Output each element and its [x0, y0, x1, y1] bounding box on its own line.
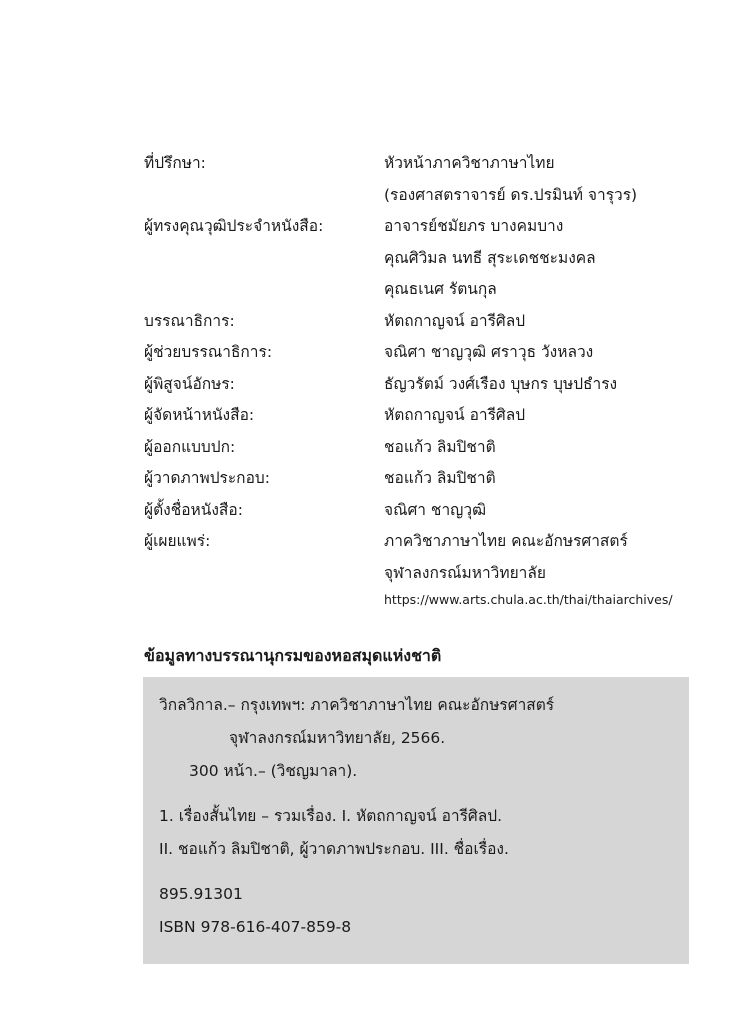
credit-row-editor [144, 306, 704, 338]
credit-value: ธัญวรัตม์ วงศ์เรือง บุษกร บุษปธำรง [384, 374, 618, 393]
credit-values [384, 306, 704, 338]
credit-value: หัตถกาญจน์ อารีศิลป [384, 406, 526, 424]
credit-value: ชอแก้ว ลิมปิชาติ [384, 469, 496, 487]
credit-value: จณิศา ชาญวุฒิ [384, 500, 487, 519]
credit-row-advisor [144, 148, 704, 211]
credit-values [384, 337, 704, 369]
cip-box [143, 677, 689, 964]
credit-value: หัตถกาญจน์ อารีศิลป [384, 311, 526, 330]
credit-row-publisher [144, 526, 704, 611]
credit-label: ผู้ช่วยบรรณาธิการ: [144, 343, 273, 361]
credit-values [384, 400, 704, 432]
credit-label: ผู้ออกแบบปก: [144, 437, 236, 456]
credit-values [384, 432, 704, 464]
credit-row-proofreaders [144, 369, 704, 401]
publisher-url: https://www.arts.chula.ac.th/thai/thaiarchives/ [384, 592, 673, 607]
cip-publication-line: วิกลวิกาล.– กรุงเทพฯ: ภาควิชาภาษาไทย คณะอักษรศาสตร์ [159, 696, 555, 714]
credit-values [384, 211, 704, 306]
credit-value: (รองศาสตราจารย์ ดร.ปรมินท์ จารุวร) [384, 185, 638, 204]
credit-value: จุฬาลงกรณ์มหาวิทยาลัย [384, 563, 546, 582]
credit-label: ผู้ทรงคุณวุฒิประจำหนังสือ: [144, 217, 324, 235]
credit-value: คุณศิวิมล นทธี สุระเดชชะมงคล [384, 248, 596, 267]
credit-label: ผู้ตั้งชื่อหนังสือ: [144, 500, 243, 519]
credit-label: ผู้วาดภาพประกอบ: [144, 469, 270, 487]
credit-value: จณิศา ชาญวุฒิ ศราวุธ วังหลวง [384, 343, 594, 361]
credit-row-layout [144, 400, 704, 432]
credit-row-illustrator [144, 463, 704, 495]
cip-spacer [159, 866, 673, 878]
cip-spacer [159, 788, 673, 800]
credit-value: หัวหน้าภาควิชาภาษาไทย [384, 154, 555, 172]
credit-row-cover-design [144, 432, 704, 464]
credit-values [384, 495, 704, 527]
credit-label: ผู้พิสูจน์อักษร: [144, 374, 235, 393]
credit-values [384, 369, 704, 401]
credit-row-assistant-editor [144, 337, 704, 369]
credit-values [384, 526, 704, 611]
credit-label: บรรณาธิการ: [144, 311, 235, 330]
cip-subject-line1: 1. เรื่องสั้นไทย – รวมเรื่อง. I. หัตถกาญจน์ อารีศิลป. [159, 807, 503, 825]
credit-value: ชอแก้ว ลิมปิชาติ [384, 437, 496, 456]
credit-value: ภาควิชาภาษาไทย คณะอักษรศาสตร์ [384, 532, 628, 550]
credits-section [144, 148, 704, 611]
credit-row-experts [144, 211, 704, 306]
cip-publication-line2: จุฬาลงกรณ์มหาวิทยาลัย, 2566. [229, 729, 446, 747]
credit-values [384, 148, 704, 211]
cip-subject-line2: II. ชอแก้ว ลิมปิชาติ, ผู้วาดภาพประกอบ. III. ชื่อเรื่อง. [159, 840, 509, 858]
cip-heading: ข้อมูลทางบรรณานุกรมของหอสมุดแห่งชาติ [144, 646, 442, 665]
credit-label: ผู้เผยแพร่: [144, 532, 211, 550]
credit-value: คุณธเนศ รัตนกุล [384, 280, 497, 298]
credit-label: ผู้จัดหน้าหนังสือ: [144, 406, 255, 424]
credit-row-title-naming [144, 495, 704, 527]
credit-value: อาจารย์ชมัยภร บางคมบาง [384, 217, 564, 235]
cip-pages-line: 300 หน้า.– (วิชญมาลา). [189, 762, 358, 780]
cip-classification: 895.91301 [159, 885, 243, 903]
credit-values [384, 463, 704, 495]
cip-isbn: ISBN 978-616-407-859-8 [159, 918, 352, 936]
credit-label: ที่ปรึกษา: [144, 154, 206, 172]
